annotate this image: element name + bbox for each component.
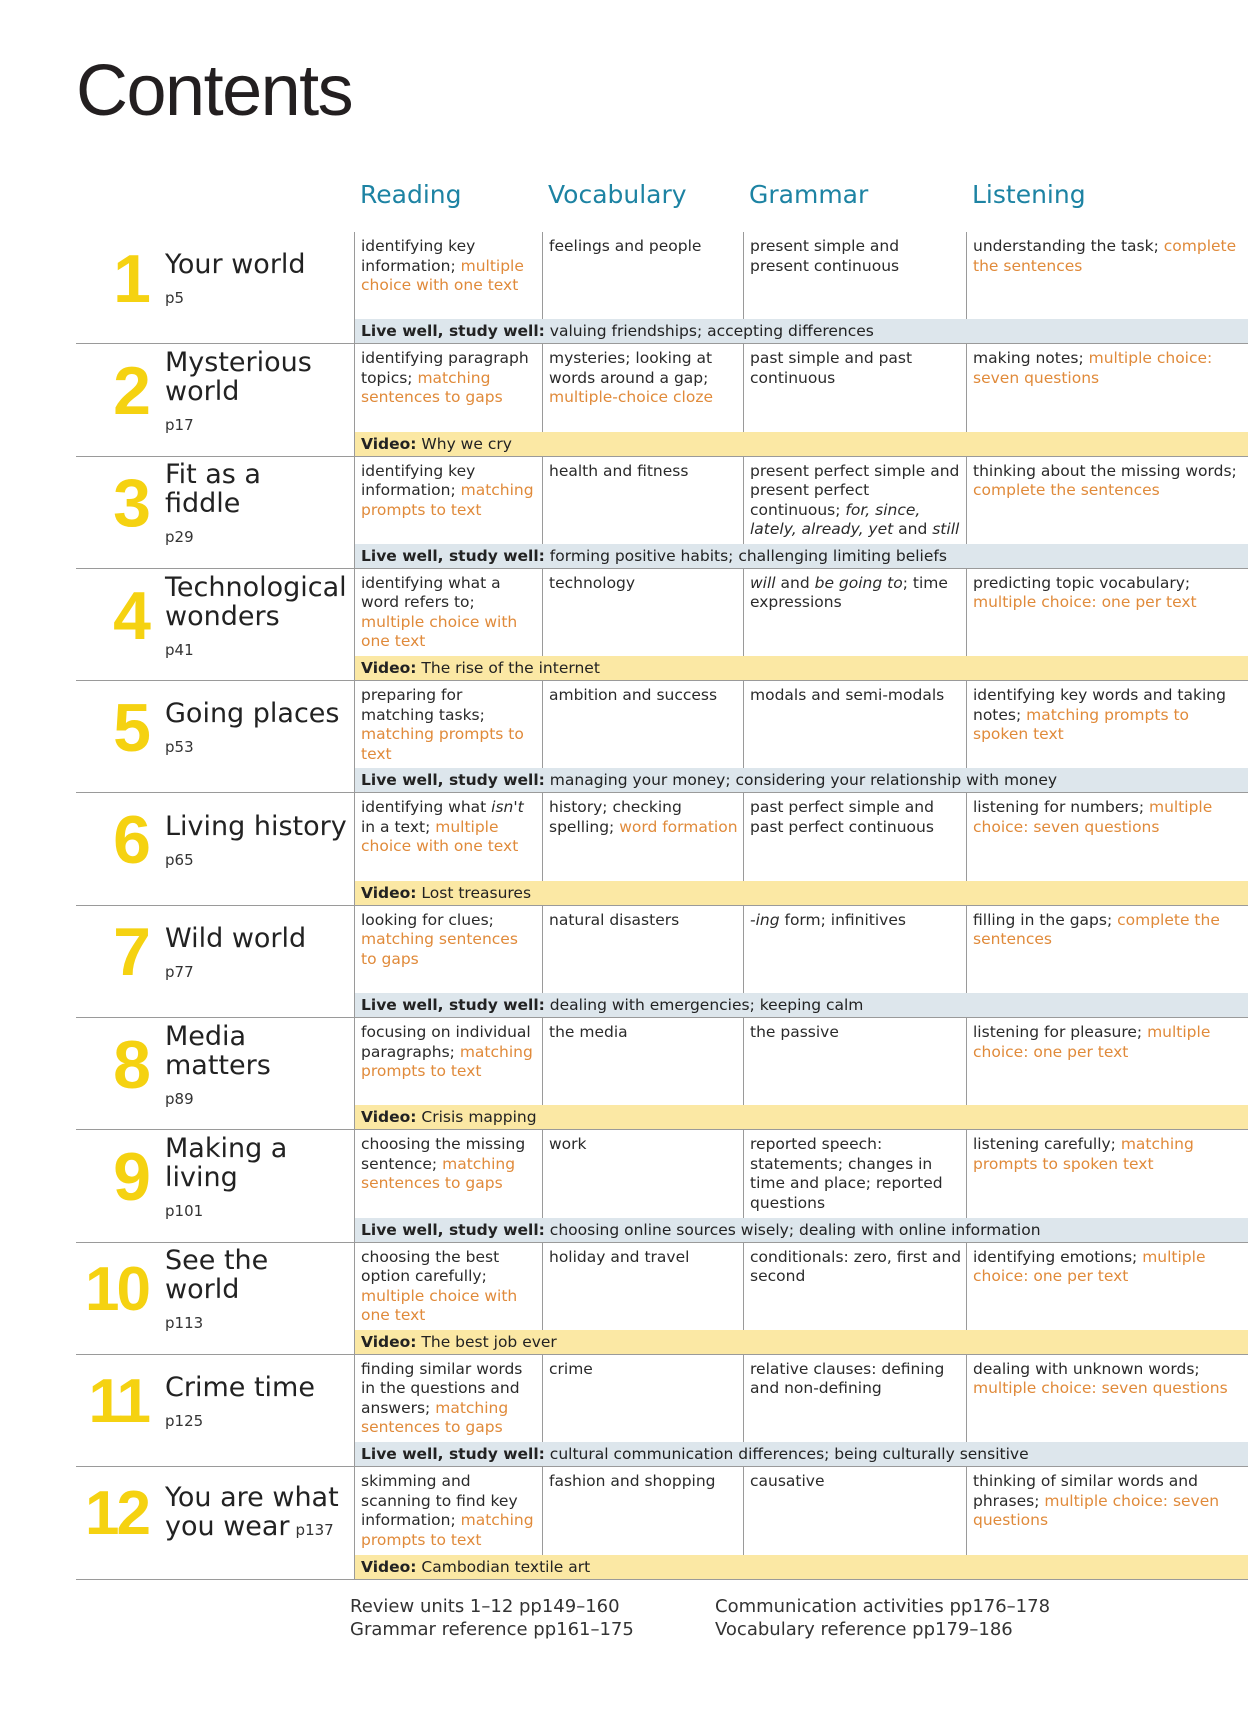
cell-reading: [354, 1243, 542, 1330]
cell-vocabulary: [542, 1243, 743, 1330]
band-text: choosing online sources wisely; dealing with online information: [544, 1220, 1041, 1239]
unit-page-number: p5: [165, 289, 185, 308]
cell-vocabulary: [542, 681, 743, 768]
unit-heading[interactable]: [76, 1018, 354, 1129]
video-band: [354, 656, 1248, 680]
topic-text: understanding the task;: [973, 237, 1164, 255]
topic-text: the passive: [750, 1023, 839, 1042]
topic-text: ; time expressions: [750, 573, 948, 612]
topic-text: modals and semi-modals: [750, 686, 945, 705]
cell-listening: [966, 1467, 1248, 1554]
topic-text: present simple and present continuous: [750, 237, 900, 275]
topic-text: finding similar words in the questions and answers;: [361, 1359, 523, 1417]
unit-row: [76, 232, 1248, 344]
band-label: Video:: [361, 1557, 417, 1576]
topic-text: natural disasters: [549, 910, 680, 929]
exam-task-text: matching sentences to gaps: [361, 1154, 516, 1193]
topic-text: history; checking spelling;: [549, 798, 682, 836]
topic-text: and: [893, 520, 933, 539]
topic-text: be going to: [814, 573, 903, 592]
cell-reading: [354, 793, 542, 880]
unit-page-number: p65: [165, 850, 194, 869]
cell-grammar: [743, 1355, 966, 1442]
topic-text: mysteries; looking at words around a gap;: [549, 349, 713, 387]
unit-number: 11: [88, 1367, 148, 1437]
cell-listening: [966, 1130, 1248, 1217]
unit-title: [165, 460, 354, 518]
unit-row: [76, 1018, 1248, 1130]
exam-task-text: matching prompts to text: [361, 1511, 534, 1549]
unit-number: 10: [85, 1254, 148, 1324]
cell-vocabulary: [542, 1018, 743, 1105]
topic-text: form; infinitives: [779, 910, 906, 929]
video-band: [354, 1105, 1248, 1129]
topic-text: dealing with unknown words;: [973, 1359, 1200, 1378]
exam-task-text: multiple choice with one text: [361, 817, 519, 856]
band-text: Cambodian textile art: [416, 1557, 591, 1576]
cell-reading: [354, 232, 542, 319]
unit-row: [76, 569, 1248, 681]
cell-reading: [354, 1467, 542, 1554]
unit-row: [76, 681, 1248, 793]
exam-task-text: matching prompts to text: [361, 481, 534, 519]
topic-text: looking for clues;: [361, 910, 494, 929]
exam-task-text: multiple choice: seven questions: [973, 1379, 1228, 1398]
band-text: Crisis mapping: [416, 1108, 537, 1127]
exam-task-text: complete the sentences: [973, 481, 1160, 500]
unit-heading[interactable]: [76, 681, 354, 792]
unit-number: 12: [85, 1479, 148, 1549]
cell-vocabulary: [542, 1467, 743, 1554]
topic-text: feelings and people: [549, 237, 702, 255]
cell-grammar: [743, 793, 966, 880]
topic-text: preparing for matching tasks;: [361, 686, 485, 724]
exam-task-text: matching prompts to text: [361, 725, 524, 763]
cell-listening: [966, 1018, 1248, 1105]
band-text: Lost treasures: [416, 883, 532, 902]
topic-text: still: [932, 520, 960, 539]
footer-vocabulary-reference[interactable]: Vocabulary reference pp179–186: [715, 1619, 1013, 1640]
topic-text: making notes;: [973, 349, 1089, 368]
cell-listening: [966, 1355, 1248, 1442]
exam-task-text: multiple choice with one text: [361, 1286, 518, 1325]
unit-heading[interactable]: [76, 569, 354, 680]
topic-text: identifying key words and taking notes;: [973, 686, 1226, 724]
unit-heading[interactable]: [76, 1130, 354, 1241]
live-well-band: [354, 544, 1248, 568]
unit-title-text: Crime time: [165, 1372, 315, 1404]
topic-text: the media: [549, 1023, 628, 1042]
cell-listening: [966, 1243, 1248, 1330]
topic-text: isn't: [491, 798, 524, 817]
cell-reading: [354, 457, 542, 544]
unit-title: [165, 924, 354, 953]
unit-title-text: You are what you wear: [165, 1481, 339, 1542]
topic-text: thinking about the missing words;: [973, 461, 1237, 480]
topic-text: ambition and success: [549, 686, 718, 705]
column-header-vocabulary: Vocabulary: [548, 180, 687, 209]
cell-reading: [354, 1018, 542, 1105]
unit-title-text: Living history: [165, 810, 347, 842]
unit-title-text: See the world: [165, 1245, 269, 1306]
column-header-grammar: Grammar: [749, 180, 869, 209]
topic-text: reported speech: statements; changes in time and place; reported questions: [750, 1135, 943, 1212]
unit-title: [165, 250, 354, 279]
cell-reading: [354, 1130, 542, 1217]
band-label: Video:: [361, 1108, 417, 1127]
band-label: Live well, study well:: [361, 322, 545, 341]
band-label: Video:: [361, 883, 417, 902]
topic-text: past perfect simple and past perfect continuous: [750, 798, 934, 836]
unit-page-number: p17: [165, 415, 194, 434]
unit-row: [76, 1467, 1248, 1579]
exam-task-text: matching sentences to gaps: [361, 368, 503, 407]
band-text: managing your money; considering your relationship with money: [544, 771, 1058, 790]
band-label: Video:: [361, 434, 417, 453]
topic-text: past simple and past continuous: [750, 349, 913, 387]
unit-page-number: p77: [165, 962, 194, 981]
topic-text: and: [775, 573, 815, 592]
cell-listening: [966, 681, 1248, 768]
topic-text: crime: [549, 1359, 593, 1378]
cell-listening: [966, 906, 1248, 993]
column-header-reading: Reading: [360, 180, 462, 209]
band-text: valuing friendships; accepting differences: [544, 322, 874, 341]
band-label: Live well, study well:: [361, 996, 545, 1015]
cell-reading: [354, 344, 542, 431]
unit-row: [76, 1355, 1248, 1467]
topic-text: holiday and travel: [549, 1247, 690, 1266]
cell-listening: [966, 569, 1248, 656]
page-title: Contents: [76, 51, 353, 131]
band-label: Video:: [361, 1332, 417, 1351]
unit-heading[interactable]: [76, 457, 354, 568]
unit-title-text: Your world: [165, 249, 306, 281]
unit-number: 7: [113, 914, 148, 991]
unit-row: [76, 344, 1248, 456]
video-band: [354, 1555, 1248, 1579]
unit-title: [165, 1246, 354, 1304]
video-band: [354, 881, 1248, 905]
topic-text: causative: [750, 1472, 825, 1491]
unit-heading[interactable]: [76, 1243, 354, 1354]
band-label: Live well, study well:: [361, 1445, 545, 1464]
column-header-listening: Listening: [972, 180, 1086, 209]
unit-number: 9: [113, 1139, 148, 1216]
unit-number: 8: [113, 1026, 148, 1103]
cell-reading: [354, 906, 542, 993]
cell-grammar: [743, 344, 966, 431]
exam-task-text: matching prompts to spoken text: [973, 705, 1190, 744]
unit-title: [165, 699, 354, 728]
exam-task-text: multiple choice with one text: [361, 256, 524, 294]
unit-page-number: p101: [165, 1202, 204, 1221]
exam-task-text: word formation: [619, 817, 738, 836]
cell-vocabulary: [542, 1355, 743, 1442]
unit-heading[interactable]: [76, 1467, 354, 1578]
cell-vocabulary: [542, 232, 743, 319]
exam-task-text: multiple choice: seven questions: [973, 349, 1213, 387]
unit-heading[interactable]: [76, 793, 354, 904]
band-text: The rise of the internet: [416, 659, 600, 678]
unit-title-text: Making a living: [165, 1133, 288, 1194]
unit-row: [76, 793, 1248, 905]
exam-task-text: multiple choice: seven questions: [973, 798, 1213, 836]
unit-title-text: Fit as a fiddle: [165, 459, 261, 520]
unit-number: 4: [113, 577, 148, 654]
unit-title: [165, 812, 354, 841]
topic-text: identifying what a word refers to;: [361, 573, 501, 612]
unit-title: [165, 1373, 354, 1402]
band-text: forming positive habits; challenging limiting beliefs: [544, 546, 947, 565]
cell-listening: [966, 793, 1248, 880]
unit-title-text: Technological wonders: [165, 571, 347, 632]
unit-row: [76, 1130, 1248, 1242]
unit-page-number: p137: [295, 1520, 334, 1539]
unit-title: [165, 1022, 354, 1080]
band-text: cultural communication differences; being culturally sensitive: [544, 1445, 1029, 1464]
unit-title-text: Going places: [165, 698, 340, 730]
topic-text: thinking of similar words and phrases;: [973, 1472, 1198, 1510]
cell-grammar: [743, 569, 966, 656]
live-well-band: [354, 1442, 1248, 1466]
cell-reading: [354, 1355, 542, 1442]
topic-text: identifying emotions;: [973, 1247, 1143, 1266]
cell-listening: [966, 344, 1248, 431]
unit-heading[interactable]: [76, 232, 354, 343]
unit-page-number: p113: [165, 1314, 204, 1333]
contents-table: [76, 232, 1248, 1580]
cell-grammar: [743, 681, 966, 768]
cell-reading: [354, 681, 542, 768]
unit-row: [76, 906, 1248, 1018]
topic-text: identifying paragraph topics;: [361, 349, 529, 387]
topic-text: work: [549, 1135, 587, 1154]
band-text: Why we cry: [416, 434, 512, 453]
cell-vocabulary: [542, 906, 743, 993]
exam-task-text: matching prompts to text: [361, 1042, 533, 1081]
unit-number: 3: [113, 465, 148, 542]
cell-listening: [966, 457, 1248, 544]
unit-title: [165, 1134, 354, 1192]
topic-text: predicting topic vocabulary;: [973, 573, 1191, 592]
live-well-band: [354, 993, 1248, 1017]
footer-communication-activities[interactable]: Communication activities pp176–178: [715, 1596, 1051, 1617]
topic-text: conditionals: zero, first and second: [750, 1247, 962, 1286]
exam-task-text: multiple choice with one text: [361, 612, 518, 651]
topic-text: identifying key information;: [361, 461, 476, 500]
exam-task-text: matching prompts to spoken text: [973, 1135, 1194, 1173]
band-label: Live well, study well:: [361, 1220, 545, 1239]
topic-text: identifying what: [361, 798, 492, 817]
cell-grammar: [743, 906, 966, 993]
footer-review-units[interactable]: Review units 1–12 pp149–160: [350, 1596, 620, 1617]
topic-text: identifying key information;: [361, 237, 476, 275]
unit-title: [165, 348, 354, 406]
exam-task-text: multiple choice: seven questions: [973, 1491, 1220, 1530]
live-well-band: [354, 319, 1248, 343]
live-well-band: [354, 1218, 1248, 1242]
exam-task-text: multiple choice: one per text: [973, 1247, 1206, 1286]
cell-grammar: [743, 457, 966, 544]
exam-task-text: complete the sentences: [973, 910, 1220, 949]
cell-listening: [966, 232, 1248, 319]
topic-text: listening for pleasure;: [973, 1023, 1148, 1042]
cell-vocabulary: [542, 569, 743, 656]
video-band: [354, 432, 1248, 456]
unit-page-number: p89: [165, 1089, 194, 1108]
cell-vocabulary: [542, 457, 743, 544]
live-well-band: [354, 768, 1248, 792]
footer-grammar-reference[interactable]: Grammar reference pp161–175: [350, 1619, 634, 1640]
topic-text: technology: [549, 573, 636, 592]
topic-text: present perfect simple and present perfect continuous;: [750, 461, 960, 519]
cell-grammar: [743, 1018, 966, 1105]
topic-text: choosing the best option carefully;: [361, 1247, 500, 1286]
topic-text: filling in the gaps;: [973, 910, 1118, 929]
unit-heading[interactable]: [76, 344, 354, 455]
cell-vocabulary: [542, 793, 743, 880]
unit-title: [165, 573, 354, 631]
unit-page-number: p41: [165, 640, 194, 659]
topic-text: choosing the missing sentence;: [361, 1135, 526, 1173]
unit-heading[interactable]: [76, 1355, 354, 1466]
unit-row: [76, 457, 1248, 569]
unit-page-number: p125: [165, 1412, 204, 1431]
topic-text: focusing on individual paragraphs;: [361, 1023, 531, 1061]
unit-title-text: Wild world: [165, 922, 307, 954]
unit-title-text: Media matters: [165, 1020, 271, 1081]
band-text: The best job ever: [416, 1332, 557, 1351]
cell-vocabulary: [542, 344, 743, 431]
unit-heading[interactable]: [76, 906, 354, 1017]
video-band: [354, 1330, 1248, 1354]
cell-grammar: [743, 1130, 966, 1217]
cell-grammar: [743, 1243, 966, 1330]
topic-text: for, since, lately, already, yet: [750, 500, 921, 539]
unit-page-number: p53: [165, 738, 194, 757]
band-text: dealing with emergencies; keeping calm: [544, 996, 864, 1015]
exam-task-text: multiple-choice cloze: [549, 388, 713, 407]
unit-number: 2: [113, 352, 148, 429]
cell-grammar: [743, 232, 966, 319]
unit-row: [76, 1243, 1248, 1355]
band-label: Live well, study well:: [361, 546, 545, 565]
topic-text: health and fitness: [549, 461, 689, 480]
exam-task-text: multiple choice: one per text: [973, 1023, 1211, 1061]
exam-task-text: multiple choice: one per text: [973, 593, 1197, 612]
topic-text: listening carefully;: [973, 1135, 1121, 1154]
topic-text: skimming and scanning to find key information;: [361, 1472, 518, 1530]
exam-task-text: complete the sentences: [973, 237, 1237, 275]
unit-number: 1: [113, 240, 148, 317]
topic-text: in a text;: [361, 817, 436, 836]
unit-title: [165, 1483, 354, 1545]
unit-number: 6: [113, 802, 148, 879]
topic-text: -ing: [750, 910, 780, 929]
unit-number: 5: [113, 689, 148, 766]
cell-reading: [354, 569, 542, 656]
topic-text: relative clauses: defining and non-defining: [750, 1359, 945, 1398]
cell-vocabulary: [542, 1130, 743, 1217]
cell-grammar: [743, 1467, 966, 1554]
unit-page-number: p29: [165, 528, 194, 547]
exam-task-text: matching sentences to gaps: [361, 930, 518, 968]
topic-text: fashion and shopping: [549, 1472, 716, 1491]
topic-text: listening for numbers;: [973, 798, 1149, 817]
band-label: Video:: [361, 659, 417, 678]
unit-title-text: Mysterious world: [165, 346, 312, 407]
band-label: Live well, study well:: [361, 771, 545, 790]
exam-task-text: matching sentences to gaps: [361, 1398, 509, 1437]
topic-text: will: [750, 573, 776, 592]
